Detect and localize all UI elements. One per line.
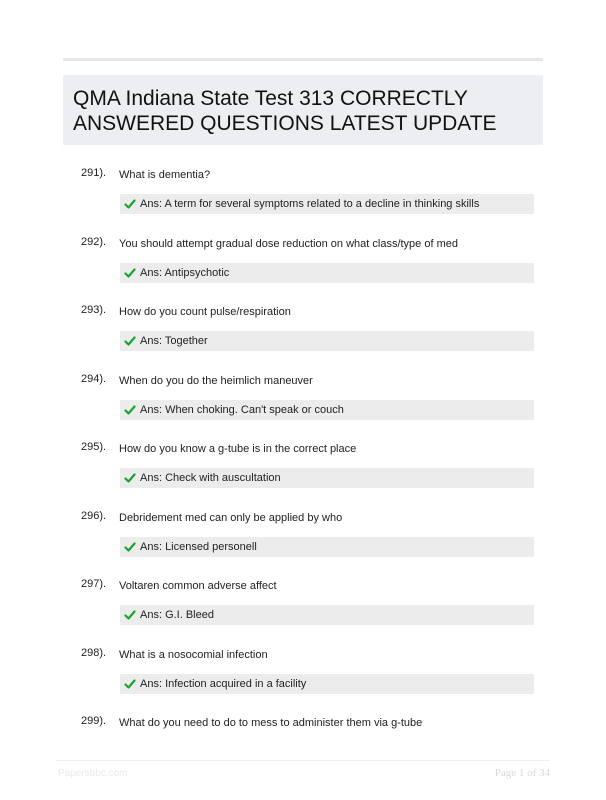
question-number: 298). xyxy=(81,646,107,659)
footer-divider xyxy=(56,760,550,761)
check-icon xyxy=(124,609,136,621)
answer-text: Ans: A term for several symptoms related to a decline in thinking skills xyxy=(140,198,480,210)
question-text: What do you need to do to mess to administer them via g-tube xyxy=(119,717,423,729)
question-text: You should attempt gradual dose reduction on what class/type of med xyxy=(119,237,458,250)
answer-text: Ans: Licensed personell xyxy=(140,540,257,553)
question-number: 295). xyxy=(81,441,107,453)
title-line-2: ANSWERED QUESTIONS LATEST UPDATE xyxy=(73,112,497,135)
answer-box xyxy=(120,194,534,214)
answer-box xyxy=(120,605,534,625)
question-number: 296). xyxy=(81,509,107,522)
answer-text: Ans: G.I. Bleed xyxy=(140,609,214,621)
question-text: How do you count pulse/respiration xyxy=(119,306,291,318)
answer-box xyxy=(120,331,534,351)
answer-text: Ans: Check with auscultation xyxy=(140,472,281,484)
question-text: How do you know a g-tube is in the correct place xyxy=(119,443,357,455)
question-number: 299). xyxy=(81,715,107,727)
answer-box xyxy=(120,263,534,283)
question-item xyxy=(63,167,543,236)
question-number: 293). xyxy=(81,304,107,316)
page-indicator: Page 1 of 34 xyxy=(494,767,550,779)
question-text: Voltaren common adverse affect xyxy=(119,580,277,592)
title-banner xyxy=(63,75,543,145)
check-icon xyxy=(124,335,136,347)
check-icon xyxy=(124,267,136,279)
question-item xyxy=(63,441,543,510)
question-text: Debridement med can only be applied by who xyxy=(119,511,343,524)
question-item xyxy=(63,373,543,442)
title-line-1: QMA Indiana State Test 313 CORRECTLY xyxy=(73,87,468,110)
question-item xyxy=(63,510,543,579)
question-item xyxy=(63,647,543,716)
question-item xyxy=(63,578,543,647)
question-text: What is a nosocomial infection xyxy=(119,648,268,661)
question-item xyxy=(63,715,543,784)
question-item xyxy=(63,236,543,305)
question-number: 291). xyxy=(81,167,107,179)
answer-box xyxy=(120,400,534,420)
question-number: 297). xyxy=(81,578,107,590)
question-text: What is dementia? xyxy=(119,169,211,181)
check-icon xyxy=(124,541,136,553)
answer-text: Ans: Together xyxy=(140,335,208,347)
top-divider xyxy=(63,58,543,61)
answer-box xyxy=(120,537,534,557)
question-text: When do you do the heimlich maneuver xyxy=(119,374,313,387)
question-number: 292). xyxy=(81,235,107,248)
question-item xyxy=(63,304,543,373)
check-icon xyxy=(124,404,136,416)
answer-text: Ans: Infection acquired in a facility xyxy=(140,677,307,690)
answer-box xyxy=(120,468,534,488)
question-number: 294). xyxy=(81,372,107,385)
answer-text: Ans: Antipsychotic xyxy=(140,266,230,279)
check-icon xyxy=(124,678,136,690)
document-title xyxy=(73,86,533,136)
question-list xyxy=(63,167,543,784)
answer-box xyxy=(120,674,534,694)
check-icon xyxy=(124,198,136,210)
answer-text: Ans: When choking. Can't speak or couch xyxy=(140,403,344,416)
check-icon xyxy=(124,472,136,484)
footer-watermark: Papersbbc.com xyxy=(58,768,128,779)
